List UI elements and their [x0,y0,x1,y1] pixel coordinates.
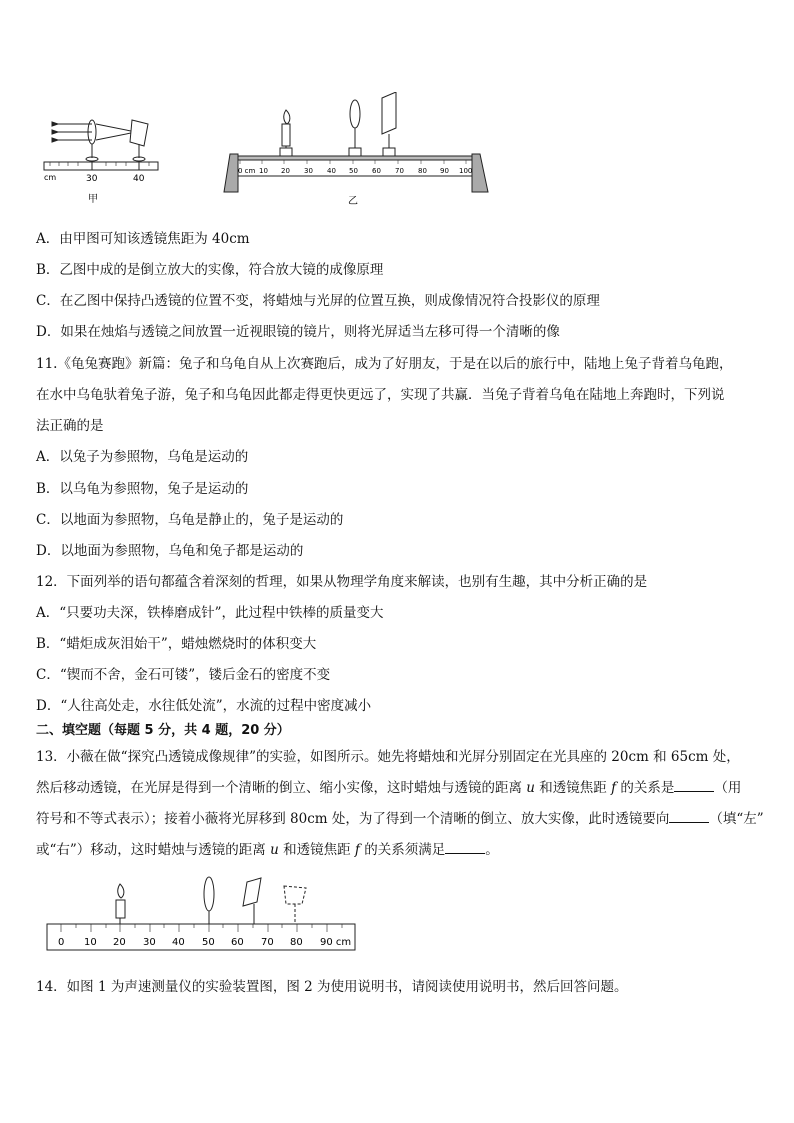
q13-line-2b: 和透镜焦距 [535,780,612,796]
q13-line-4 [36,841,499,859]
fig-yi-label-10: 10 [259,167,268,175]
fig-yi-label-0: 0 cm [238,167,256,175]
q11-stem-line-1: 11.《龟兔赛跑》新篇：兔子和乌龟自从上次赛跑后，成为了好朋友，于是在以后的旅行中，陆地上兔子背着乌龟跑， [36,356,733,372]
q13-ruler-label-10: 10 [84,937,97,948]
q11-option-d: D．以地面为参照物，乌龟和兔子都是运动的 [36,543,304,559]
q14-stem: 14．如图 1 为声速测量仪的实验装置图，图 2 为使用说明书，请阅读使用说明书，然后回答问题。 [36,979,628,995]
q13-line-1: 13．小薇在做“探究凸透镜成像规律”的实验，如图所示。她先将蜡烛和光屏分别固定在光具座的 20cm 和 65cm 处， [36,749,740,765]
q10-option-a: A．由甲图可知该透镜焦距为 40cm [36,231,250,247]
q13-symbol-f-2: f [354,842,360,858]
fig-yi-label-90: 90 [440,167,449,175]
q12-stem: 12．下面列举的语句都蕴含着深刻的哲理，如果从物理学角度来解读，也别有生趣，其中分析正确的是 [36,574,648,590]
q10-option-d: D．如果在烛焰与透镜之间放置一近视眼镜的镜片，则将光屏适当左移可得一个清晰的像 [36,324,560,340]
q13-line-4d: 。 [485,842,499,858]
q11-option-a: A．以兔子为参照物，乌龟是运动的 [36,449,249,465]
fig-jia-tick-40: 40 [133,174,145,184]
q10-option-c: C．在乙图中保持凸透镜的位置不变，将蜡烛与光屏的位置互换，则成像情况符合投影仪的原理 [36,293,600,309]
q13-ruler-label-50: 50 [202,937,215,948]
q13-ruler-label-40: 40 [172,937,185,948]
q13-ruler-label-60: 60 [231,937,244,948]
figure-q13-optical-bench [44,872,360,956]
q13-line-2c: 的关系是 [616,780,675,796]
q11-option-b: B．以乌龟为参照物，兔子是运动的 [36,481,249,497]
fig-yi-label-30: 30 [304,167,313,175]
fig-jia-caption: 甲 [88,194,98,205]
fig-yi-label-80: 80 [418,167,427,175]
fig-yi-label-60: 60 [372,167,381,175]
figure-yi [222,92,492,212]
q13-blank-3[interactable] [445,841,485,854]
q12-option-a: A．“只要功夫深，铁棒磨成针”，此过程中铁棒的质量变大 [36,605,384,621]
section-2-heading: 二、填空题（每题 5 分，共 4 题，20 分） [36,723,290,738]
q13-line-2 [36,779,741,797]
q13-line-4c: 的关系须满足 [359,842,446,858]
q13-line-2a: 然后移动透镜，在光屏是得到一个清晰的倒立、缩小实像，这时蜡烛与透镜的距离 [36,780,527,796]
fig-jia-tick-30: 30 [86,174,98,184]
q13-line-4b: 和透镜焦距 [278,842,355,858]
q13-line-2d: （用 [714,780,742,796]
q13-line-3 [36,810,764,828]
q12-option-b: B．“蜡炬成灰泪始干”，蜡烛燃烧时的体积变大 [36,636,317,652]
q12-option-d: D．“人往高处走，水往低处流”，水流的过程中密度减小 [36,698,372,714]
q13-ruler-label-90: 90 cm [320,937,352,948]
q13-ruler-label-20: 20 [113,937,126,948]
figure-jia [36,110,166,210]
q13-symbol-f: f [611,780,617,796]
q13-symbol-u-2: u [270,842,279,858]
q11-stem-line-2: 在水中乌龟驮着兔子游，兔子和乌龟因此都走得更快更远了，实现了共赢．当兔子背着乌龟在陆地上奔跑时，下列说 [36,387,725,403]
fig-yi-label-70: 70 [395,167,404,175]
q13-symbol-u: u [526,780,535,796]
q12-option-c: C．“锲而不舍，金石可镂”，镂后金石的密度不变 [36,667,331,683]
q13-ruler-label-70: 70 [261,937,274,948]
q13-blank-2[interactable] [669,810,709,823]
q13-line-3b: （填“左” [709,811,764,827]
q13-ruler-label-30: 30 [143,937,156,948]
q13-line-3a: 符号和不等式表示）；接着小薇将光屏移到 80cm 处，为了得到一个清晰的倒立、放大实像，此时透镜要向 [36,811,670,827]
q13-ruler-label-80: 80 [290,937,303,948]
q11-stem-line-3: 法正确的是 [36,418,104,434]
q11-option-c: C．以地面为参照物，乌龟是静止的，兔子是运动的 [36,512,344,528]
fig-yi-label-40: 40 [327,167,336,175]
q13-line-4a: 或“右”）移动，这时蜡烛与透镜的距离 [36,842,271,858]
q13-ruler-label-0: 0 [58,937,65,948]
fig-yi-caption: 乙 [348,196,358,207]
q13-blank-1[interactable] [674,779,714,792]
fig-jia-unit: cm [44,173,57,182]
q10-option-b: B．乙图中成的是倒立放大的实像，符合放大镜的成像原理 [36,262,384,278]
fig-yi-label-20: 20 [281,167,290,175]
fig-yi-label-100: 100 [459,167,473,175]
fig-yi-label-50: 50 [349,167,358,175]
